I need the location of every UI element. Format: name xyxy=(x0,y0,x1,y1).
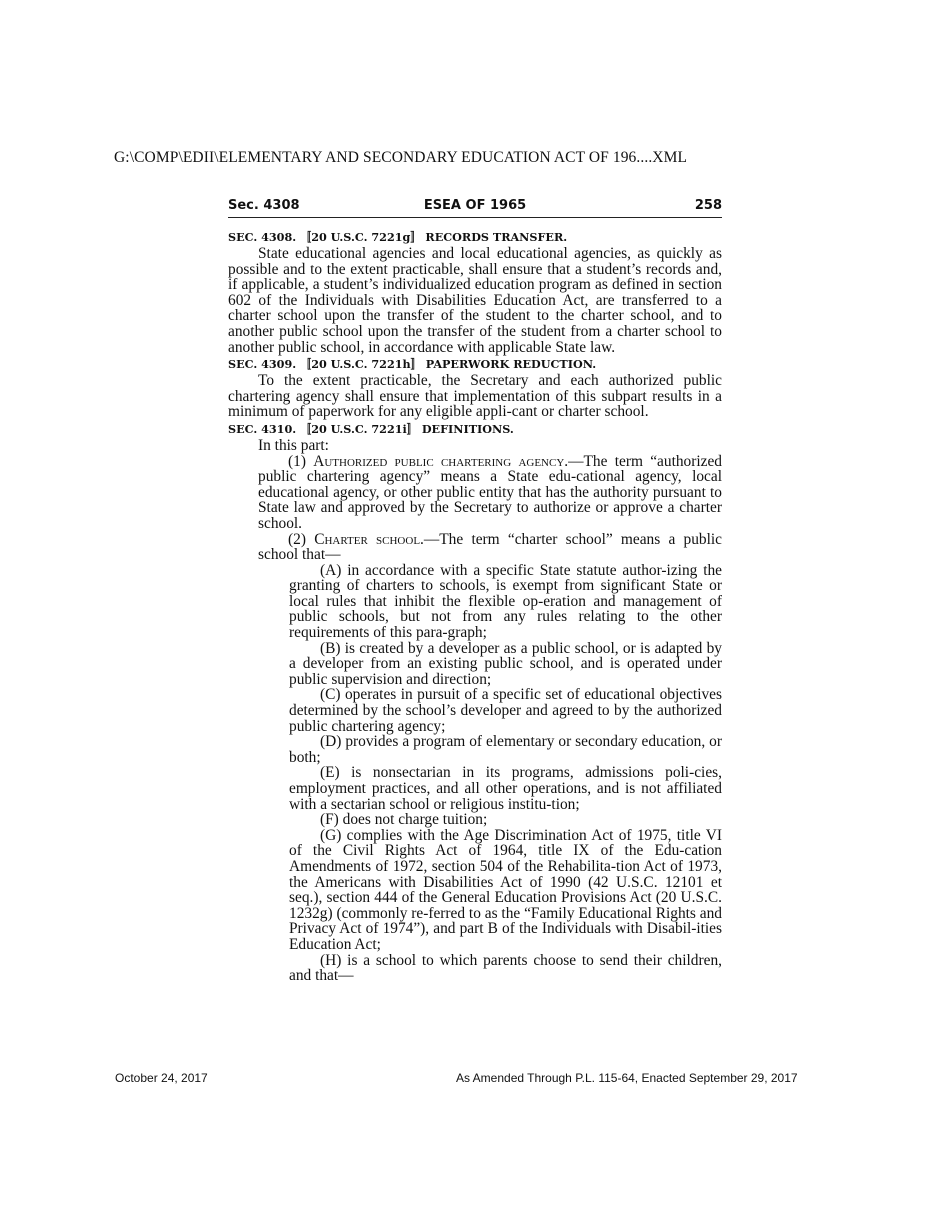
file-path: G:\COMP\EDII\ELEMENTARY AND SECONDARY EDUCATION ACT OF 196....XML xyxy=(114,149,688,166)
definition-2-item-b: (B) is created by a developer as a public school, or is adapted by a developer from an existing public school, and is operated under public supervision and direction; xyxy=(289,639,722,688)
section-4308-heading: SEC. 4308. 〚20 U.S.C. 7221g〛 RECORDS TRANSFER. xyxy=(228,230,568,244)
section-4310-lead: In this part: xyxy=(258,436,329,454)
running-head xyxy=(228,198,722,218)
definition-2-item-a: (A) in accordance with a specific State statute author-izing the granting of charters to schools, is exempt from significant State or local rules that inhibit the flexible op-eration and management of public schools, but not from any rules relating to the other requirements of this para-graph; xyxy=(289,561,722,642)
page-number: 258 xyxy=(694,198,722,213)
definition-2-item-f: (F) does not charge tuition; xyxy=(320,811,488,829)
running-head-section: Sec. 4308 xyxy=(228,198,300,213)
document-body xyxy=(228,230,722,984)
definition-1 xyxy=(258,454,722,532)
section-4309-heading: SEC. 4309. 〚20 U.S.C. 7221h〛 PAPERWORK REDUCTION. xyxy=(228,357,597,372)
definition-2-item-e: (E) is nonsectarian in its programs, admissions poli-cies, employment practices, and all other operations, and is not affiliated with a sectarian school or religious institu-tion; xyxy=(289,764,722,813)
section-4309-text: To the extent practicable, the Secretary and each authorized public chartering agency shall ensure that implementation of this subpart results in a minimum of paperwork for any eligible appli-cant or charter school. xyxy=(228,372,722,421)
definition-1-label: (1) xyxy=(288,452,314,470)
section-4308-text: State educational agencies and local educational agencies, as quickly as possible and to the extent practicable, shall ensure that a student’s records and, if applicable, a student’s individualized education program as defined in section 602 of the Individuals with Disabilities Education Act, are transferred to a charter school upon the transfer of the student to the charter school, and to another public school upon the transfer of the student from a charter school to another public school, in accordance with applicable State law. xyxy=(228,245,722,356)
footer-amendment-note: As Amended Through P.L. 115-64, Enacted September 29, 2017 xyxy=(456,1071,798,1085)
definition-2-item-d: (D) provides a program of elementary or secondary education, or both; xyxy=(289,733,722,766)
definition-2-text: .—The term “charter school” means a public school that— xyxy=(258,530,723,564)
definition-2 xyxy=(258,532,722,563)
definition-2-term: Charter school xyxy=(314,530,421,548)
definition-2-item-h: (H) is a school to which parents choose to send their children, and that— xyxy=(289,951,722,985)
definition-2-label: (2) xyxy=(288,530,315,548)
definition-2-item-c: (C) operates in pursuit of a specific set of educational objectives determined by the school’s developer and agreed to by the authorized public chartering agency; xyxy=(289,686,722,735)
definition-2-item-g: (G) complies with the Age Discrimination Act of 1975, title VI of the Civil Rights Act of 1964, title IX of the Edu-cation Amendments of 1972, section 504 of the Rehabilita-tion Act of 1973, the Americans with Disabilities Act of 1990 (42 U.S.C. 12101 et seq.), section 444 of the General Education Provisions Act (20 U.S.C. 1232g) (commonly re-ferred to as the “Family Educational Rights and Privacy Act of 1974”), and part B of the Individuals with Disabil-ities Education Act; xyxy=(289,826,722,953)
running-head-title: ESEA OF 1965 xyxy=(423,198,527,213)
definition-1-term: Authorized public chartering agency xyxy=(313,452,565,470)
footer-date: October 24, 2017 xyxy=(115,1071,208,1085)
section-4310-heading: SEC. 4310. 〚20 U.S.C. 7221i〛 DEFINITIONS. xyxy=(228,421,514,436)
definition-1-text: .—The term “authorized public chartering agency” means a State edu-cational agency, local educational agency, or other public entity that has the authority pursuant to State law and approved by the Secretary to authorize or approve a charter school. xyxy=(258,452,722,532)
